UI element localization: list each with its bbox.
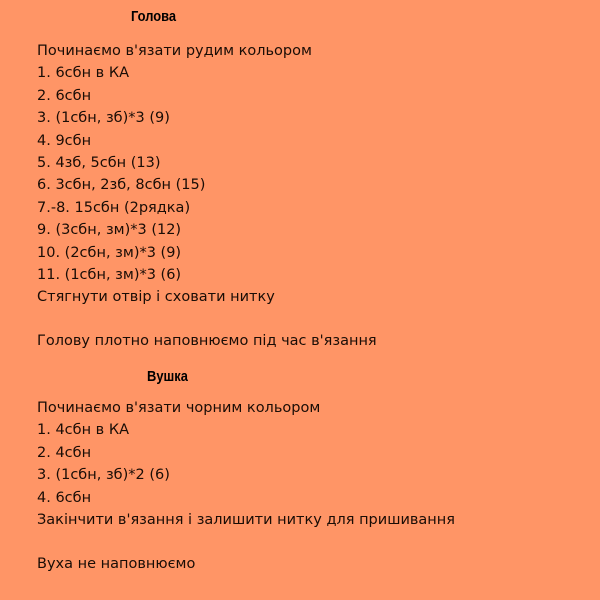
instruction-line: 4. 6сбн xyxy=(37,489,92,506)
ears-instructions-list xyxy=(37,397,455,531)
instruction-line: 2. 4сбн xyxy=(37,444,92,461)
instruction-line: 7.-8. 15сбн (2рядка) xyxy=(37,199,191,216)
head-instructions-list xyxy=(37,40,312,309)
instruction-line: 11. (1сбн, зм)*3 (6) xyxy=(37,266,182,283)
instruction-line: 6. 3сбн, 2зб, 8сбн (15) xyxy=(37,177,206,194)
instruction-line: 10. (2сбн, зм)*3 (9) xyxy=(37,244,182,261)
section-title-head: Голова xyxy=(131,8,177,25)
instruction-line: 9. (3сбн, зм)*3 (12) xyxy=(37,222,182,239)
instruction-line: Стягнути отвір і сховати нитку xyxy=(37,289,275,306)
instruction-line: 1. 4сбн в КА xyxy=(37,422,130,439)
instruction-line: 2. 6сбн xyxy=(37,87,92,104)
section-title-ears: Вушка xyxy=(147,368,188,385)
instruction-line: 3. (1сбн, зб)*2 (6) xyxy=(37,467,170,484)
instruction-line: Починаємо в'язати рудим кольором xyxy=(37,43,312,59)
instruction-line: 4. 9сбн xyxy=(37,132,92,149)
ears-note: Вуха не наповнюємо xyxy=(37,556,196,572)
head-note: Голову плотно наповнюємо під час в'язання xyxy=(37,333,377,349)
instruction-line: 3. (1сбн, зб)*3 (9) xyxy=(37,110,170,127)
instruction-line: 1. 6сбн в КА xyxy=(37,65,130,82)
instruction-line: 5. 4зб, 5сбн (13) xyxy=(37,154,161,171)
instruction-line: Закінчити в'язання і залишити нитку для пришивання xyxy=(37,511,455,528)
instruction-line: Починаємо в'язати чорним кольором xyxy=(37,400,321,416)
